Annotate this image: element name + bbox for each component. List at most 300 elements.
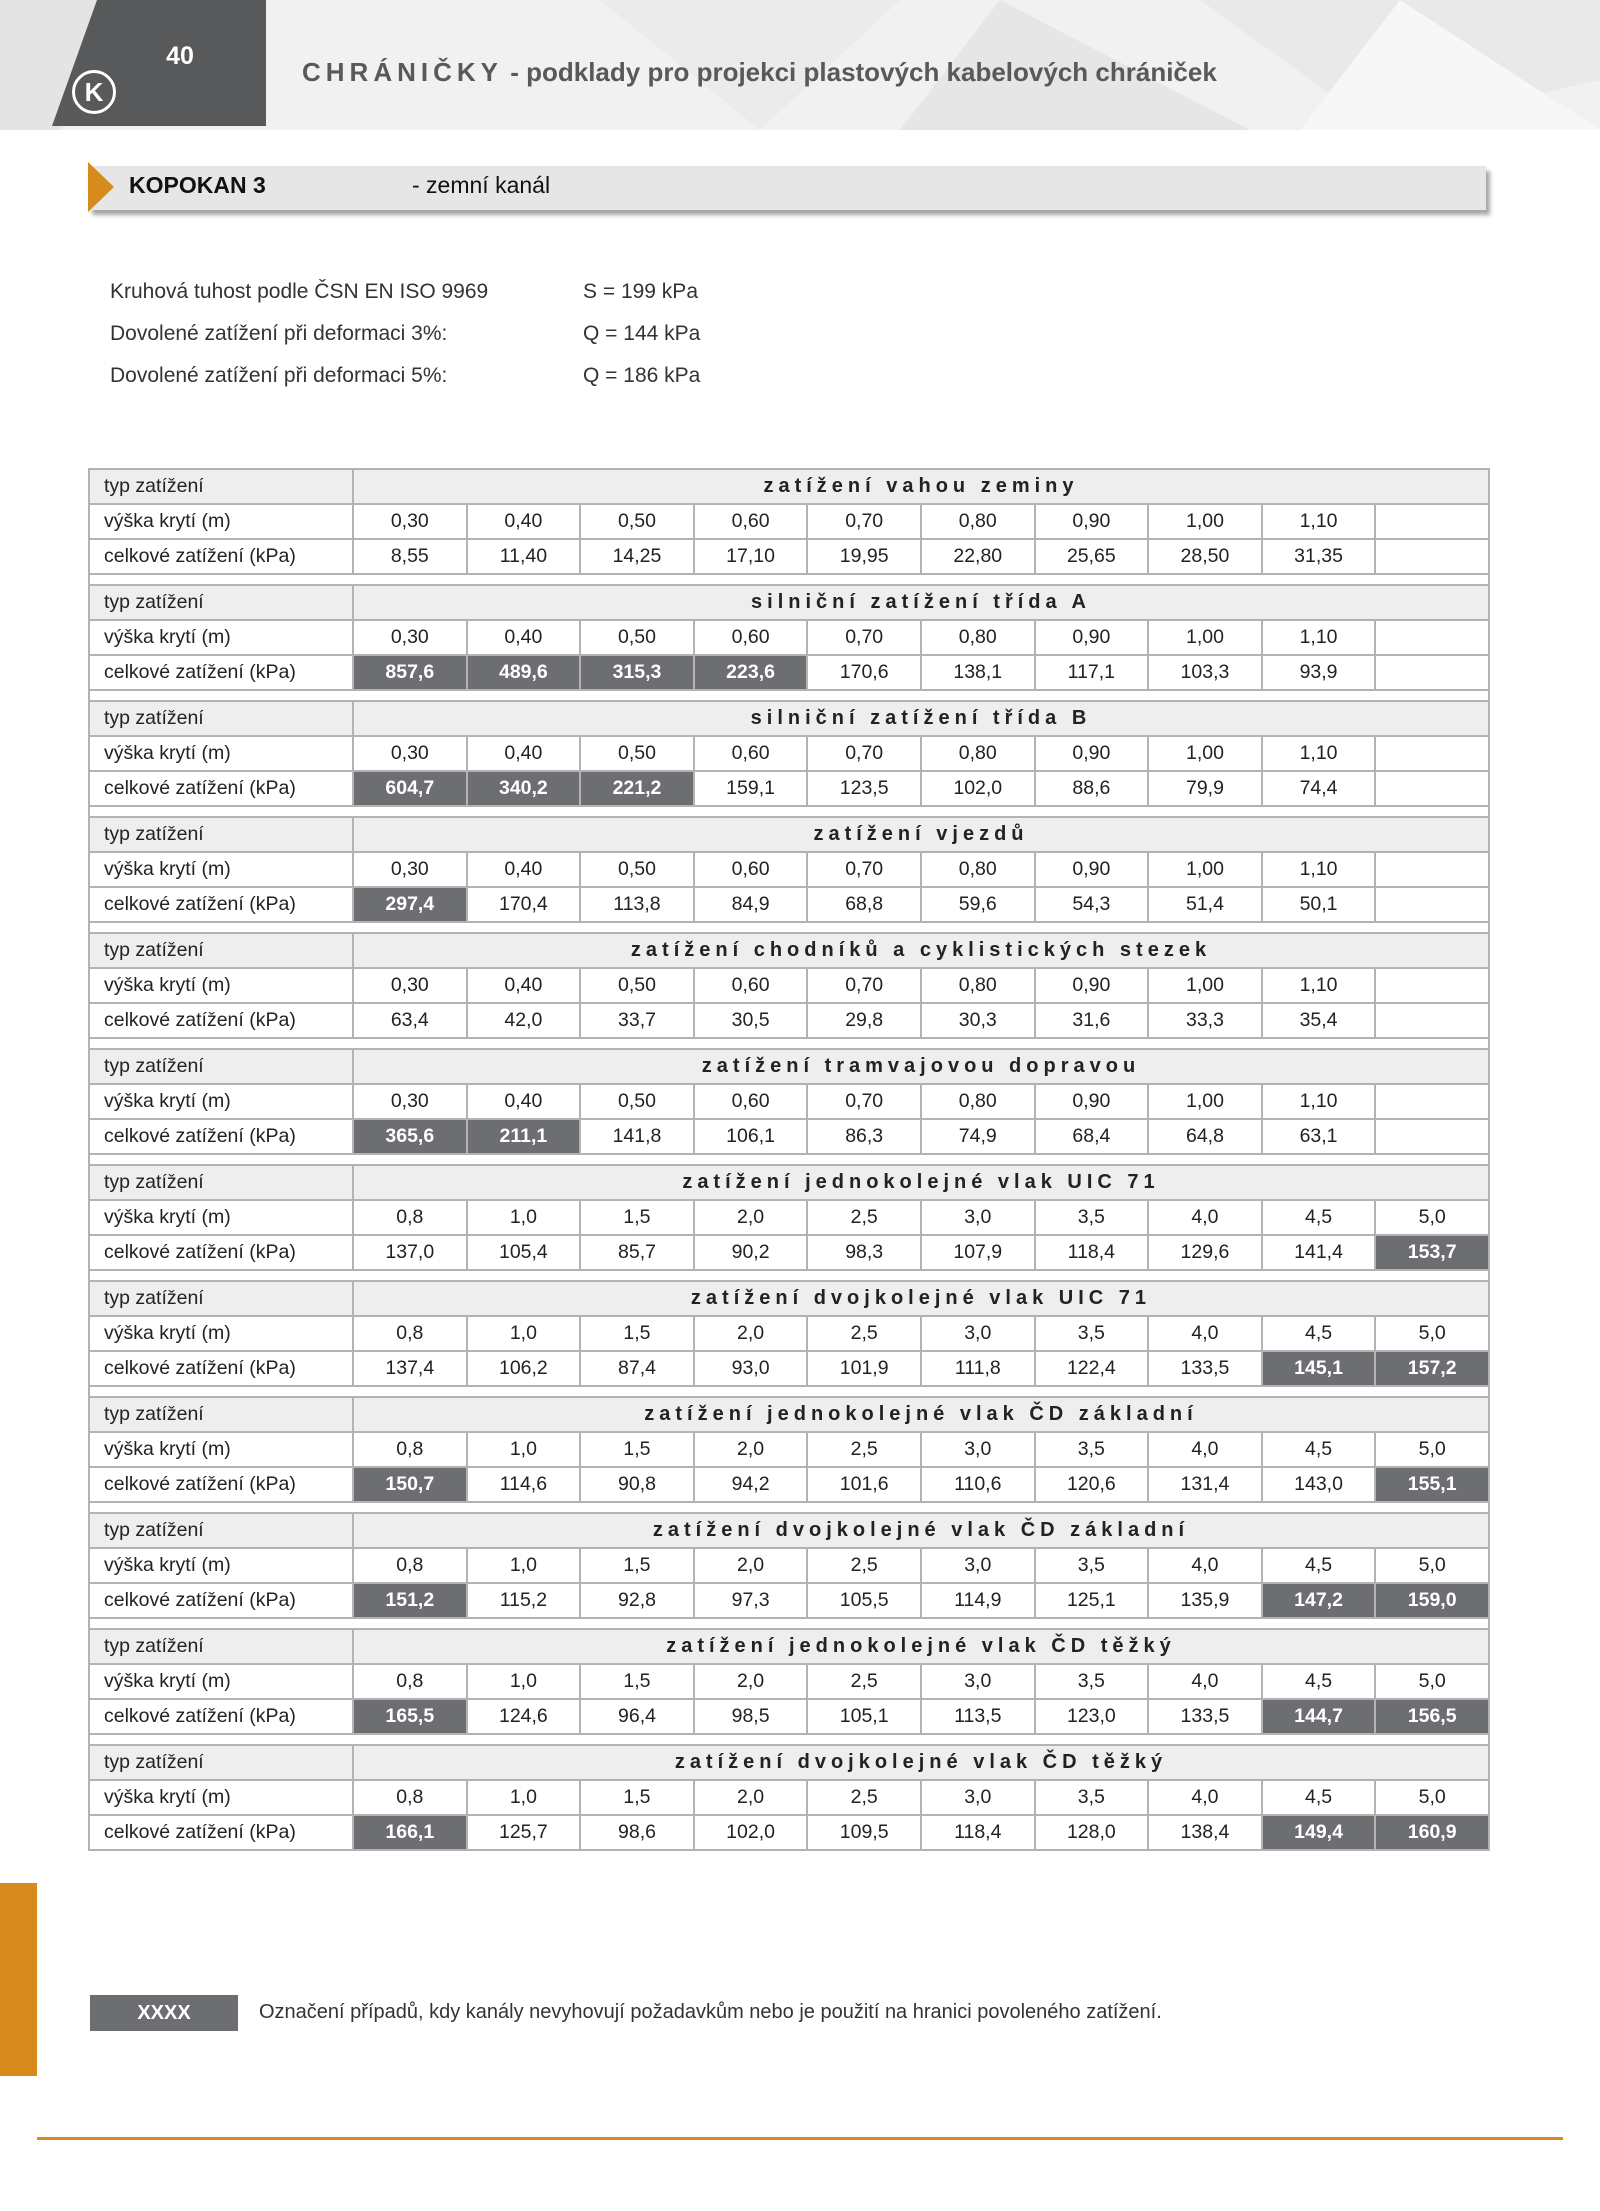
depth-cell: 0,60 — [694, 968, 808, 1003]
load-row — [89, 655, 1489, 690]
depth-cell: 1,0 — [467, 1316, 581, 1351]
load-type-row — [89, 1049, 1489, 1084]
page-header-title — [302, 57, 1217, 88]
depth-cell: 1,0 — [467, 1780, 581, 1815]
row-label-load-type: typ zatížení — [89, 469, 353, 504]
depth-cell: 3,5 — [1035, 1432, 1149, 1467]
depth-cell: 2,0 — [694, 1664, 808, 1699]
depth-cell: 0,70 — [807, 620, 921, 655]
depth-cell: 1,00 — [1148, 1084, 1262, 1119]
depth-cell: 1,10 — [1262, 1084, 1376, 1119]
load-cell: 133,5 — [1148, 1699, 1262, 1734]
separator-cell — [89, 690, 1489, 701]
depth-cell: 1,0 — [467, 1664, 581, 1699]
depth-cell: 5,0 — [1375, 1432, 1489, 1467]
depth-cell — [1375, 852, 1489, 887]
block-separator — [89, 806, 1489, 817]
depth-cell: 2,0 — [694, 1548, 808, 1583]
load-cell: 59,6 — [921, 887, 1035, 922]
depth-cell: 4,5 — [1262, 1432, 1376, 1467]
load-cell: 159,1 — [694, 771, 808, 806]
depth-cell: 0,40 — [467, 852, 581, 887]
depth-cell: 0,80 — [921, 736, 1035, 771]
depth-cell: 1,10 — [1262, 504, 1376, 539]
block-separator — [89, 1038, 1489, 1049]
load-cell-exceeded: 147,2 — [1262, 1583, 1376, 1618]
load-cell: 110,6 — [921, 1467, 1035, 1502]
load-cell: 96,4 — [580, 1699, 694, 1734]
row-label-depth: výška krytí (m) — [89, 1316, 353, 1351]
row-label-depth: výška krytí (m) — [89, 1664, 353, 1699]
load-cell-exceeded: 156,5 — [1375, 1699, 1489, 1734]
depth-cell: 2,5 — [807, 1780, 921, 1815]
depth-cell: 0,8 — [353, 1432, 467, 1467]
separator-cell — [89, 1270, 1489, 1281]
depth-cell: 0,90 — [1035, 968, 1149, 1003]
load-cell-exceeded: 315,3 — [580, 655, 694, 690]
depth-cell: 0,70 — [807, 852, 921, 887]
depth-row — [89, 1548, 1489, 1583]
load-cell: 33,7 — [580, 1003, 694, 1038]
depth-cell: 2,5 — [807, 1200, 921, 1235]
load-cell: 94,2 — [694, 1467, 808, 1502]
load-cell-exceeded: 211,1 — [467, 1119, 581, 1154]
parameter-row — [110, 280, 910, 322]
load-cell: 118,4 — [1035, 1235, 1149, 1270]
load-cell-exceeded: 145,1 — [1262, 1351, 1376, 1386]
load-cell: 11,40 — [467, 539, 581, 574]
load-row — [89, 771, 1489, 806]
load-cell: 22,80 — [921, 539, 1035, 574]
depth-cell: 2,5 — [807, 1664, 921, 1699]
depth-cell: 0,8 — [353, 1664, 467, 1699]
depth-cell: 4,5 — [1262, 1200, 1376, 1235]
separator-cell — [89, 1618, 1489, 1629]
separator-cell — [89, 1038, 1489, 1049]
header-brand: CHRÁNIČKY — [302, 57, 503, 87]
load-cell: 64,8 — [1148, 1119, 1262, 1154]
depth-cell: 0,30 — [353, 736, 467, 771]
load-type-title: zatížení tramvajovou dopravou — [353, 1049, 1489, 1084]
load-type-row — [89, 1513, 1489, 1548]
load-cell: 133,5 — [1148, 1351, 1262, 1386]
row-label-load: celkové zatížení (kPa) — [89, 1467, 353, 1502]
depth-cell: 0,70 — [807, 504, 921, 539]
depth-row — [89, 1432, 1489, 1467]
depth-cell: 0,70 — [807, 1084, 921, 1119]
parameter-label: Dovolené zatížení při deformaci 5%: — [110, 364, 448, 387]
depth-cell: 5,0 — [1375, 1548, 1489, 1583]
row-label-load: celkové zatížení (kPa) — [89, 1815, 353, 1850]
depth-cell: 4,0 — [1148, 1548, 1262, 1583]
load-cell: 8,55 — [353, 539, 467, 574]
depth-row — [89, 620, 1489, 655]
load-cell: 117,1 — [1035, 655, 1149, 690]
depth-cell: 4,0 — [1148, 1432, 1262, 1467]
depth-cell: 1,0 — [467, 1432, 581, 1467]
load-cell: 98,3 — [807, 1235, 921, 1270]
depth-cell: 2,0 — [694, 1780, 808, 1815]
load-cell: 123,0 — [1035, 1699, 1149, 1734]
load-cell: 129,6 — [1148, 1235, 1262, 1270]
depth-cell: 3,0 — [921, 1200, 1035, 1235]
depth-cell: 0,80 — [921, 968, 1035, 1003]
block-separator — [89, 1618, 1489, 1629]
separator-cell — [89, 1154, 1489, 1165]
load-cell: 113,8 — [580, 887, 694, 922]
load-cell: 138,1 — [921, 655, 1035, 690]
block-separator — [89, 922, 1489, 933]
row-label-load: celkové zatížení (kPa) — [89, 771, 353, 806]
depth-cell: 3,0 — [921, 1664, 1035, 1699]
load-cell: 118,4 — [921, 1815, 1035, 1850]
load-cell-exceeded: 159,0 — [1375, 1583, 1489, 1618]
row-label-depth: výška krytí (m) — [89, 1084, 353, 1119]
load-type-row — [89, 1745, 1489, 1780]
load-cell-exceeded: 857,6 — [353, 655, 467, 690]
depth-row — [89, 968, 1489, 1003]
load-cell: 125,7 — [467, 1815, 581, 1850]
depth-cell: 4,5 — [1262, 1548, 1376, 1583]
depth-cell: 3,0 — [921, 1780, 1035, 1815]
load-cell: 93,0 — [694, 1351, 808, 1386]
row-label-load-type: typ zatížení — [89, 1165, 353, 1200]
load-cell: 68,8 — [807, 887, 921, 922]
depth-cell: 0,50 — [580, 1084, 694, 1119]
load-cell: 29,8 — [807, 1003, 921, 1038]
load-cell: 51,4 — [1148, 887, 1262, 922]
depth-cell: 0,50 — [580, 968, 694, 1003]
load-cell-exceeded: 150,7 — [353, 1467, 467, 1502]
depth-cell: 0,30 — [353, 504, 467, 539]
load-cell: 101,9 — [807, 1351, 921, 1386]
depth-cell: 0,60 — [694, 504, 808, 539]
load-cell-exceeded: 160,9 — [1375, 1815, 1489, 1850]
load-cell: 50,1 — [1262, 887, 1376, 922]
depth-cell: 0,90 — [1035, 504, 1149, 539]
depth-cell: 0,30 — [353, 968, 467, 1003]
load-cell: 170,6 — [807, 655, 921, 690]
header-subtitle: - podklady pro projekci plastových kabelových chrániček — [503, 57, 1217, 87]
depth-cell: 1,10 — [1262, 620, 1376, 655]
load-row — [89, 1699, 1489, 1734]
load-type-title: zatížení dvojkolejné vlak ČD těžký — [353, 1745, 1489, 1780]
load-cell-exceeded: 365,6 — [353, 1119, 467, 1154]
load-cell: 143,0 — [1262, 1467, 1376, 1502]
section-heading-bar — [88, 166, 1486, 210]
depth-cell — [1375, 620, 1489, 655]
depth-cell: 1,5 — [580, 1200, 694, 1235]
parameter-value: Q = 186 kPa — [583, 364, 701, 387]
depth-cell: 3,5 — [1035, 1316, 1149, 1351]
depth-cell: 0,8 — [353, 1780, 467, 1815]
load-type-row — [89, 1281, 1489, 1316]
depth-cell: 0,30 — [353, 620, 467, 655]
load-cell-exceeded: 340,2 — [467, 771, 581, 806]
load-cell-exceeded: 166,1 — [353, 1815, 467, 1850]
load-cell — [1375, 1003, 1489, 1038]
load-cell: 84,9 — [694, 887, 808, 922]
load-cell: 88,6 — [1035, 771, 1149, 806]
parameters-list — [110, 280, 910, 406]
depth-row — [89, 736, 1489, 771]
depth-cell: 3,0 — [921, 1316, 1035, 1351]
row-label-load-type: typ zatížení — [89, 1513, 353, 1548]
parameter-row — [110, 322, 910, 364]
depth-cell: 1,5 — [580, 1780, 694, 1815]
load-cell: 102,0 — [694, 1815, 808, 1850]
depth-cell: 1,5 — [580, 1548, 694, 1583]
load-cell: 125,1 — [1035, 1583, 1149, 1618]
load-cell: 122,4 — [1035, 1351, 1149, 1386]
load-row — [89, 1351, 1489, 1386]
depth-cell: 4,0 — [1148, 1780, 1262, 1815]
row-label-load: celkové zatížení (kPa) — [89, 1235, 353, 1270]
bottom-rule — [37, 2137, 1563, 2140]
row-label-load-type: typ zatížení — [89, 1397, 353, 1432]
legend-text: Označení případů, kdy kanály nevyhovují požadavkům nebo je použití na hranici povoleného zatížení. — [259, 2001, 1162, 2023]
depth-cell: 0,50 — [580, 504, 694, 539]
load-cell: 111,8 — [921, 1351, 1035, 1386]
depth-cell: 0,50 — [580, 620, 694, 655]
depth-cell: 0,90 — [1035, 1084, 1149, 1119]
load-cell: 17,10 — [694, 539, 808, 574]
load-cell: 123,5 — [807, 771, 921, 806]
load-cell: 141,4 — [1262, 1235, 1376, 1270]
load-row — [89, 887, 1489, 922]
separator-cell — [89, 922, 1489, 933]
load-cell: 54,3 — [1035, 887, 1149, 922]
depth-cell: 0,30 — [353, 852, 467, 887]
row-label-depth: výška krytí (m) — [89, 736, 353, 771]
depth-cell: 0,8 — [353, 1548, 467, 1583]
load-cell: 115,2 — [467, 1583, 581, 1618]
depth-cell: 1,00 — [1148, 504, 1262, 539]
load-cell: 19,95 — [807, 539, 921, 574]
depth-row — [89, 1664, 1489, 1699]
block-separator — [89, 1270, 1489, 1281]
load-cell — [1375, 655, 1489, 690]
load-cell-exceeded: 153,7 — [1375, 1235, 1489, 1270]
row-label-load: celkové zatížení (kPa) — [89, 1351, 353, 1386]
separator-cell — [89, 574, 1489, 585]
depth-cell: 0,30 — [353, 1084, 467, 1119]
depth-cell: 0,40 — [467, 1084, 581, 1119]
depth-cell: 0,80 — [921, 1084, 1035, 1119]
load-type-row — [89, 469, 1489, 504]
load-cell: 93,9 — [1262, 655, 1376, 690]
load-type-title: zatížení dvojkolejné vlak ČD základní — [353, 1513, 1489, 1548]
load-cell-exceeded: 489,6 — [467, 655, 581, 690]
load-cell: 86,3 — [807, 1119, 921, 1154]
depth-cell: 0,60 — [694, 736, 808, 771]
load-type-title: silniční zatížení třída A — [353, 585, 1489, 620]
load-cell: 103,3 — [1148, 655, 1262, 690]
load-cell-exceeded: 144,7 — [1262, 1699, 1376, 1734]
row-label-load: celkové zatížení (kPa) — [89, 887, 353, 922]
depth-cell: 1,10 — [1262, 736, 1376, 771]
row-label-load-type: typ zatížení — [89, 1629, 353, 1664]
load-type-row — [89, 817, 1489, 852]
load-cell: 131,4 — [1148, 1467, 1262, 1502]
depth-cell: 1,5 — [580, 1316, 694, 1351]
parameter-label: Dovolené zatížení při deformaci 3%: — [110, 322, 448, 345]
load-cell-exceeded: 155,1 — [1375, 1467, 1489, 1502]
load-cell: 68,4 — [1035, 1119, 1149, 1154]
row-label-load-type: typ zatížení — [89, 585, 353, 620]
row-label-load-type: typ zatížení — [89, 1049, 353, 1084]
separator-cell — [89, 1386, 1489, 1397]
load-cell: 107,9 — [921, 1235, 1035, 1270]
parameter-value: S = 199 kPa — [583, 280, 698, 303]
load-cell: 63,1 — [1262, 1119, 1376, 1154]
load-cell: 30,5 — [694, 1003, 808, 1038]
depth-cell: 2,0 — [694, 1432, 808, 1467]
depth-row — [89, 1200, 1489, 1235]
load-cell — [1375, 1119, 1489, 1154]
load-cell: 124,6 — [467, 1699, 581, 1734]
row-label-load-type: typ zatížení — [89, 1281, 353, 1316]
depth-cell: 5,0 — [1375, 1780, 1489, 1815]
row-label-load: celkové zatížení (kPa) — [89, 1583, 353, 1618]
depth-cell: 3,5 — [1035, 1664, 1149, 1699]
depth-cell: 0,70 — [807, 968, 921, 1003]
row-label-load-type: typ zatížení — [89, 817, 353, 852]
load-cell: 97,3 — [694, 1583, 808, 1618]
load-cell: 137,0 — [353, 1235, 467, 1270]
depth-cell: 0,60 — [694, 1084, 808, 1119]
load-cell: 30,3 — [921, 1003, 1035, 1038]
depth-cell: 0,80 — [921, 620, 1035, 655]
separator-cell — [89, 1734, 1489, 1745]
load-cell: 105,1 — [807, 1699, 921, 1734]
row-label-depth: výška krytí (m) — [89, 1432, 353, 1467]
load-cell: 105,4 — [467, 1235, 581, 1270]
separator-cell — [89, 1502, 1489, 1513]
depth-cell: 4,5 — [1262, 1316, 1376, 1351]
depth-cell: 0,80 — [921, 852, 1035, 887]
load-cell: 101,6 — [807, 1467, 921, 1502]
load-cell: 74,4 — [1262, 771, 1376, 806]
row-label-depth: výška krytí (m) — [89, 504, 353, 539]
depth-cell: 0,8 — [353, 1316, 467, 1351]
load-type-title: zatížení jednokolejné vlak UIC 71 — [353, 1165, 1489, 1200]
load-cell: 109,5 — [807, 1815, 921, 1850]
depth-cell: 4,0 — [1148, 1664, 1262, 1699]
depth-cell: 0,8 — [353, 1200, 467, 1235]
load-row — [89, 539, 1489, 574]
depth-cell: 0,90 — [1035, 736, 1149, 771]
load-row — [89, 1467, 1489, 1502]
depth-cell: 3,5 — [1035, 1200, 1149, 1235]
row-label-load: celkové zatížení (kPa) — [89, 539, 353, 574]
depth-cell: 1,5 — [580, 1432, 694, 1467]
load-cell: 42,0 — [467, 1003, 581, 1038]
depth-cell: 1,00 — [1148, 620, 1262, 655]
load-row — [89, 1583, 1489, 1618]
depth-cell: 0,40 — [467, 620, 581, 655]
row-label-depth: výška krytí (m) — [89, 620, 353, 655]
load-cell: 98,6 — [580, 1815, 694, 1850]
depth-cell: 4,0 — [1148, 1200, 1262, 1235]
load-cell: 87,4 — [580, 1351, 694, 1386]
load-type-title: zatížení vjezdů — [353, 817, 1489, 852]
load-cell: 14,25 — [580, 539, 694, 574]
row-label-load-type: typ zatížení — [89, 933, 353, 968]
row-label-depth: výška krytí (m) — [89, 1200, 353, 1235]
parameter-value: Q = 144 kPa — [583, 322, 701, 345]
block-separator — [89, 1502, 1489, 1513]
row-label-depth: výška krytí (m) — [89, 968, 353, 1003]
row-label-load-type: typ zatížení — [89, 701, 353, 736]
depth-cell: 0,90 — [1035, 620, 1149, 655]
depth-cell: 0,80 — [921, 504, 1035, 539]
load-cell: 28,50 — [1148, 539, 1262, 574]
section-product-name: KOPOKAN 3 — [129, 172, 266, 198]
load-cell: 113,5 — [921, 1699, 1035, 1734]
depth-cell: 5,0 — [1375, 1200, 1489, 1235]
load-cell: 35,4 — [1262, 1003, 1376, 1038]
depth-cell: 0,40 — [467, 968, 581, 1003]
row-label-load-type: typ zatížení — [89, 1745, 353, 1780]
depth-cell: 4,0 — [1148, 1316, 1262, 1351]
depth-cell: 2,5 — [807, 1316, 921, 1351]
parameter-label: Kruhová tuhost podle ČSN EN ISO 9969 — [110, 280, 489, 303]
company-logo: K — [72, 70, 116, 114]
load-cell: 31,6 — [1035, 1003, 1149, 1038]
depth-cell: 4,5 — [1262, 1664, 1376, 1699]
load-type-title: zatížení jednokolejné vlak ČD těžký — [353, 1629, 1489, 1664]
depth-cell: 0,90 — [1035, 852, 1149, 887]
load-cell: 98,5 — [694, 1699, 808, 1734]
side-accent-bar — [0, 1883, 37, 2076]
depth-cell: 3,5 — [1035, 1548, 1149, 1583]
load-cell: 170,4 — [467, 887, 581, 922]
row-label-load: celkové zatížení (kPa) — [89, 1699, 353, 1734]
load-cell: 106,1 — [694, 1119, 808, 1154]
load-cell: 90,8 — [580, 1467, 694, 1502]
depth-cell: 3,0 — [921, 1548, 1035, 1583]
depth-cell: 1,0 — [467, 1548, 581, 1583]
load-cell: 33,3 — [1148, 1003, 1262, 1038]
depth-row — [89, 852, 1489, 887]
load-cell: 138,4 — [1148, 1815, 1262, 1850]
load-row — [89, 1235, 1489, 1270]
depth-cell: 5,0 — [1375, 1316, 1489, 1351]
block-separator — [89, 690, 1489, 701]
depth-cell: 0,60 — [694, 852, 808, 887]
depth-cell: 0,50 — [580, 852, 694, 887]
block-separator — [89, 574, 1489, 585]
load-type-title: zatížení jednokolejné vlak ČD základní — [353, 1397, 1489, 1432]
load-type-row — [89, 585, 1489, 620]
depth-row — [89, 1316, 1489, 1351]
load-row — [89, 1003, 1489, 1038]
depth-cell: 5,0 — [1375, 1664, 1489, 1699]
depth-cell: 1,00 — [1148, 852, 1262, 887]
depth-cell: 1,5 — [580, 1664, 694, 1699]
load-cell — [1375, 771, 1489, 806]
load-cell-exceeded: 604,7 — [353, 771, 467, 806]
load-row — [89, 1815, 1489, 1850]
load-cell — [1375, 539, 1489, 574]
load-cell: 90,2 — [694, 1235, 808, 1270]
depth-cell: 2,5 — [807, 1432, 921, 1467]
load-cell: 74,9 — [921, 1119, 1035, 1154]
load-type-row — [89, 1629, 1489, 1664]
load-row — [89, 1119, 1489, 1154]
load-cell-exceeded: 151,2 — [353, 1583, 467, 1618]
